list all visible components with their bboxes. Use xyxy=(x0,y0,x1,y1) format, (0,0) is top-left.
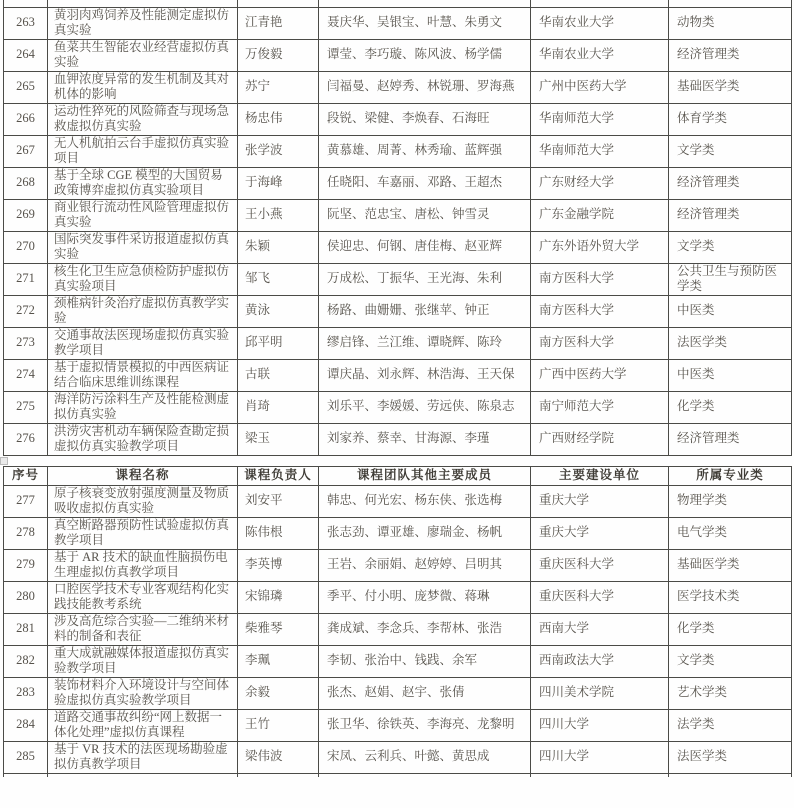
course-name-cell: 运动性猝死的风险筛查与现场急救虚拟仿真实验 xyxy=(48,103,238,135)
category-cell: 公共卫生与预防医学类 xyxy=(669,263,792,295)
row-number-cell: 267 xyxy=(4,135,48,167)
row-number-cell: 277 xyxy=(4,485,48,517)
course-name-cell: 装饰材料介入环境设计与空间体验虚拟仿真实验教学项目 xyxy=(48,677,238,709)
course-name-cell: 基于虚拟情景模拟的中西医病证结合临床思维训练课程 xyxy=(48,359,238,391)
build-unit-cell: 华南师范大学 xyxy=(531,135,669,167)
course-name-cell: 黄羽肉鸡饲养及性能测定虚拟仿真实验 xyxy=(48,7,238,39)
empty-cell xyxy=(531,773,669,777)
table-row xyxy=(4,423,792,455)
team-members-cell: 聂庆华、吴银宝、叶慧、朱勇文 xyxy=(319,7,531,39)
team-members-cell: 龚成斌、李念兵、李帮林、张浩 xyxy=(319,613,531,645)
table-row xyxy=(4,7,792,39)
course-name-cell: 基于 VR 技术的法医现场勘验虚拟仿真教学项目 xyxy=(48,741,238,773)
row-number-cell: 285 xyxy=(4,741,48,773)
empty-cell xyxy=(4,0,48,7)
build-unit-cell: 重庆医科大学 xyxy=(531,581,669,613)
col-header-course-name: 课程名称 xyxy=(48,466,238,485)
build-unit-cell: 四川美术学院 xyxy=(531,677,669,709)
course-name-cell: 基于 AR 技术的缺血性脑损伤电生理虚拟仿真教学项目 xyxy=(48,549,238,581)
team-members-cell: 谭庆晶、刘永辉、林浩海、王天保 xyxy=(319,359,531,391)
category-cell: 动物类 xyxy=(669,7,792,39)
category-cell: 经济管理类 xyxy=(669,167,792,199)
empty-cell xyxy=(48,0,238,7)
course-table-lower xyxy=(3,466,792,778)
row-number-cell: 283 xyxy=(4,677,48,709)
build-unit-cell: 南方医科大学 xyxy=(531,327,669,359)
team-members-cell: 侯迎忠、何钢、唐佳梅、赵亚辉 xyxy=(319,231,531,263)
row-number-cell: 279 xyxy=(4,549,48,581)
course-name-cell: 原子核衰变放射强度测量及物质吸收虚拟仿真实验 xyxy=(48,485,238,517)
build-unit-cell: 广东财经大学 xyxy=(531,167,669,199)
table-row xyxy=(4,485,792,517)
course-name-cell: 无人机航拍云台手虚拟仿真实验项目 xyxy=(48,135,238,167)
table-row xyxy=(4,263,792,295)
course-leader-cell: 陈伟根 xyxy=(238,517,319,549)
course-name-cell: 海洋防污涂料生产及性能检测虚拟仿真实验 xyxy=(48,391,238,423)
team-members-cell: 阮坚、范忠宝、唐松、钟雪灵 xyxy=(319,199,531,231)
team-members-cell: 韩忠、何光宏、杨东侠、张选梅 xyxy=(319,485,531,517)
row-number-cell: 264 xyxy=(4,39,48,71)
build-unit-cell: 南宁师范大学 xyxy=(531,391,669,423)
col-header-members: 课程团队其他主要成员 xyxy=(319,466,531,485)
build-unit-cell: 重庆大学 xyxy=(531,517,669,549)
col-header-unit: 主要建设单位 xyxy=(531,466,669,485)
empty-cell xyxy=(238,773,319,777)
build-unit-cell: 南方医科大学 xyxy=(531,295,669,327)
course-leader-cell: 柴雅琴 xyxy=(238,613,319,645)
team-members-cell: 李韧、张治中、钱践、余军 xyxy=(319,645,531,677)
team-members-cell: 张志劲、谭亚雄、廖瑞金、杨帆 xyxy=(319,517,531,549)
table-row xyxy=(4,167,792,199)
col-header-num: 序号 xyxy=(4,466,48,485)
category-cell: 化学类 xyxy=(669,391,792,423)
course-name-cell: 核生化卫生应急侦检防护虚拟仿真实验项目 xyxy=(48,263,238,295)
table-header-row xyxy=(4,466,792,485)
course-name-cell: 基于全球 CGE 模型的大国贸易政策博弈虚拟仿真实验项目 xyxy=(48,167,238,199)
empty-cell xyxy=(531,0,669,7)
table-row xyxy=(4,295,792,327)
course-name-cell: 涉及高危综合实验—二维纳米材料的制备和表征 xyxy=(48,613,238,645)
team-members-cell: 闫福曼、赵婷秀、林锐珊、罗海燕 xyxy=(319,71,531,103)
course-leader-cell: 邱平明 xyxy=(238,327,319,359)
build-unit-cell: 西南政法大学 xyxy=(531,645,669,677)
build-unit-cell: 华南农业大学 xyxy=(531,7,669,39)
course-name-cell: 颈椎病针灸治疗虚拟仿真教学实验 xyxy=(48,295,238,327)
build-unit-cell: 广东金融学院 xyxy=(531,199,669,231)
row-number-cell: 273 xyxy=(4,327,48,359)
team-members-cell: 万成松、丁振华、王光海、朱利 xyxy=(319,263,531,295)
team-members-cell: 黄慕雄、周菁、林秀瑜、蓝辉强 xyxy=(319,135,531,167)
category-cell: 经济管理类 xyxy=(669,423,792,455)
course-leader-cell: 李英博 xyxy=(238,549,319,581)
category-cell: 法医学类 xyxy=(669,741,792,773)
row-number-cell: 284 xyxy=(4,709,48,741)
empty-cell xyxy=(238,0,319,7)
row-number-cell: 268 xyxy=(4,167,48,199)
team-members-cell: 季平、付小明、庞梦微、蒋琳 xyxy=(319,581,531,613)
category-cell: 化学类 xyxy=(669,613,792,645)
course-leader-cell: 苏宁 xyxy=(238,71,319,103)
table-row xyxy=(4,549,792,581)
build-unit-cell: 四川大学 xyxy=(531,741,669,773)
course-name-cell: 血钾浓度异常的发生机制及其对机体的影响 xyxy=(48,71,238,103)
course-name-cell: 交通事故法医现场虚拟仿真实验教学项目 xyxy=(48,327,238,359)
course-leader-cell: 王竹 xyxy=(238,709,319,741)
empty-cell xyxy=(319,0,531,7)
col-header-category: 所属专业类 xyxy=(669,466,792,485)
table-row xyxy=(4,39,792,71)
row-number-cell: 281 xyxy=(4,613,48,645)
row-number-cell: 270 xyxy=(4,231,48,263)
team-members-cell: 刘乐平、李媛媛、劳远侠、陈泉志 xyxy=(319,391,531,423)
course-leader-cell: 朱颖 xyxy=(238,231,319,263)
table-row xyxy=(4,677,792,709)
empty-cell xyxy=(669,773,792,777)
team-members-cell: 段锐、梁健、李焕春、石海旺 xyxy=(319,103,531,135)
build-unit-cell: 重庆医科大学 xyxy=(531,549,669,581)
row-number-cell: 265 xyxy=(4,71,48,103)
team-members-cell: 宋凤、云利兵、叶懿、黄思成 xyxy=(319,741,531,773)
table-row xyxy=(4,709,792,741)
clipped-row-bottom xyxy=(4,773,792,777)
course-leader-cell: 黄泳 xyxy=(238,295,319,327)
row-number-cell: 271 xyxy=(4,263,48,295)
course-leader-cell: 杨忠伟 xyxy=(238,103,319,135)
category-cell: 艺术学类 xyxy=(669,677,792,709)
build-unit-cell: 重庆大学 xyxy=(531,485,669,517)
course-leader-cell: 张学波 xyxy=(238,135,319,167)
course-leader-cell: 余毅 xyxy=(238,677,319,709)
course-name-cell: 洪涝灾害机动车辆保险查勘定损虚拟仿真实验教学项目 xyxy=(48,423,238,455)
course-table-upper xyxy=(3,0,792,456)
team-members-cell: 任晓阳、车嘉丽、邓路、王超杰 xyxy=(319,167,531,199)
empty-cell xyxy=(48,773,238,777)
empty-cell xyxy=(319,773,531,777)
row-number-cell: 278 xyxy=(4,517,48,549)
course-leader-cell: 梁玉 xyxy=(238,423,319,455)
build-unit-cell: 广西中医药大学 xyxy=(531,359,669,391)
build-unit-cell: 广州中医药大学 xyxy=(531,71,669,103)
course-leader-cell: 李珮 xyxy=(238,645,319,677)
category-cell: 基础医学类 xyxy=(669,549,792,581)
table-row xyxy=(4,613,792,645)
row-number-cell: 274 xyxy=(4,359,48,391)
team-members-cell: 谭莹、李巧璇、陈风波、杨学儒 xyxy=(319,39,531,71)
build-unit-cell: 广东外语外贸大学 xyxy=(531,231,669,263)
category-cell: 基础医学类 xyxy=(669,71,792,103)
course-name-cell: 重大成就融媒体报道虚拟仿真实验教学项目 xyxy=(48,645,238,677)
table-row xyxy=(4,581,792,613)
course-leader-cell: 于海峰 xyxy=(238,167,319,199)
table-row xyxy=(4,391,792,423)
table-row xyxy=(4,359,792,391)
category-cell: 中医类 xyxy=(669,359,792,391)
row-number-cell: 272 xyxy=(4,295,48,327)
course-leader-cell: 梁伟波 xyxy=(238,741,319,773)
category-cell: 体育学类 xyxy=(669,103,792,135)
build-unit-cell: 华南师范大学 xyxy=(531,103,669,135)
category-cell: 文学类 xyxy=(669,135,792,167)
col-header-leader: 课程负责人 xyxy=(238,466,319,485)
table-row xyxy=(4,645,792,677)
row-number-cell: 263 xyxy=(4,7,48,39)
team-members-cell: 张卫华、徐铁英、李海亮、龙黎明 xyxy=(319,709,531,741)
row-number-cell: 280 xyxy=(4,581,48,613)
build-unit-cell: 四川大学 xyxy=(531,709,669,741)
build-unit-cell: 西南大学 xyxy=(531,613,669,645)
course-name-cell: 口腔医学技术专业客观结构化实践技能教考系统 xyxy=(48,581,238,613)
table-section-gap xyxy=(0,456,794,466)
row-number-cell: 282 xyxy=(4,645,48,677)
table-row xyxy=(4,517,792,549)
team-members-cell: 刘家养、蔡幸、甘海源、李瑾 xyxy=(319,423,531,455)
course-leader-cell: 刘安平 xyxy=(238,485,319,517)
course-leader-cell: 古联 xyxy=(238,359,319,391)
table-row xyxy=(4,327,792,359)
table-row xyxy=(4,135,792,167)
clipped-row-top xyxy=(4,0,792,7)
team-members-cell: 王岩、余丽娟、赵婷婷、吕明其 xyxy=(319,549,531,581)
course-name-cell: 真空断路器预防性试验虚拟仿真教学项目 xyxy=(48,517,238,549)
category-cell: 医学技术类 xyxy=(669,581,792,613)
category-cell: 文学类 xyxy=(669,231,792,263)
table-row xyxy=(4,231,792,263)
category-cell: 经济管理类 xyxy=(669,199,792,231)
team-members-cell: 杨路、曲姗姗、张继苹、钟正 xyxy=(319,295,531,327)
empty-cell xyxy=(669,0,792,7)
course-leader-cell: 宋锦璘 xyxy=(238,581,319,613)
category-cell: 中医类 xyxy=(669,295,792,327)
course-name-cell: 国际突发事件采访报道虚拟仿真实验 xyxy=(48,231,238,263)
category-cell: 法学类 xyxy=(669,709,792,741)
course-leader-cell: 邹飞 xyxy=(238,263,319,295)
team-members-cell: 张杰、赵娟、赵宇、张倩 xyxy=(319,677,531,709)
course-name-cell: 鱼菜共生智能农业经营虚拟仿真实验 xyxy=(48,39,238,71)
category-cell: 物理学类 xyxy=(669,485,792,517)
empty-cell xyxy=(4,773,48,777)
course-leader-cell: 王小燕 xyxy=(238,199,319,231)
spreadsheet-cell-artifact xyxy=(0,457,8,465)
course-leader-cell: 万俊毅 xyxy=(238,39,319,71)
team-members-cell: 缪启锋、兰江维、谭晓辉、陈玲 xyxy=(319,327,531,359)
course-name-cell: 商业银行流动性风险管理虚拟仿真实验 xyxy=(48,199,238,231)
table-row xyxy=(4,199,792,231)
build-unit-cell: 南方医科大学 xyxy=(531,263,669,295)
course-leader-cell: 江青艳 xyxy=(238,7,319,39)
table-row xyxy=(4,71,792,103)
category-cell: 法医学类 xyxy=(669,327,792,359)
table-row xyxy=(4,741,792,773)
course-leader-cell: 肖琦 xyxy=(238,391,319,423)
row-number-cell: 269 xyxy=(4,199,48,231)
course-name-cell: 道路交通事故纠纷“网上数据一体化处理”虚拟仿真课程 xyxy=(48,709,238,741)
category-cell: 文学类 xyxy=(669,645,792,677)
category-cell: 电气学类 xyxy=(669,517,792,549)
row-number-cell: 276 xyxy=(4,423,48,455)
row-number-cell: 275 xyxy=(4,391,48,423)
row-number-cell: 266 xyxy=(4,103,48,135)
category-cell: 经济管理类 xyxy=(669,39,792,71)
build-unit-cell: 华南农业大学 xyxy=(531,39,669,71)
table-row xyxy=(4,103,792,135)
build-unit-cell: 广西财经学院 xyxy=(531,423,669,455)
